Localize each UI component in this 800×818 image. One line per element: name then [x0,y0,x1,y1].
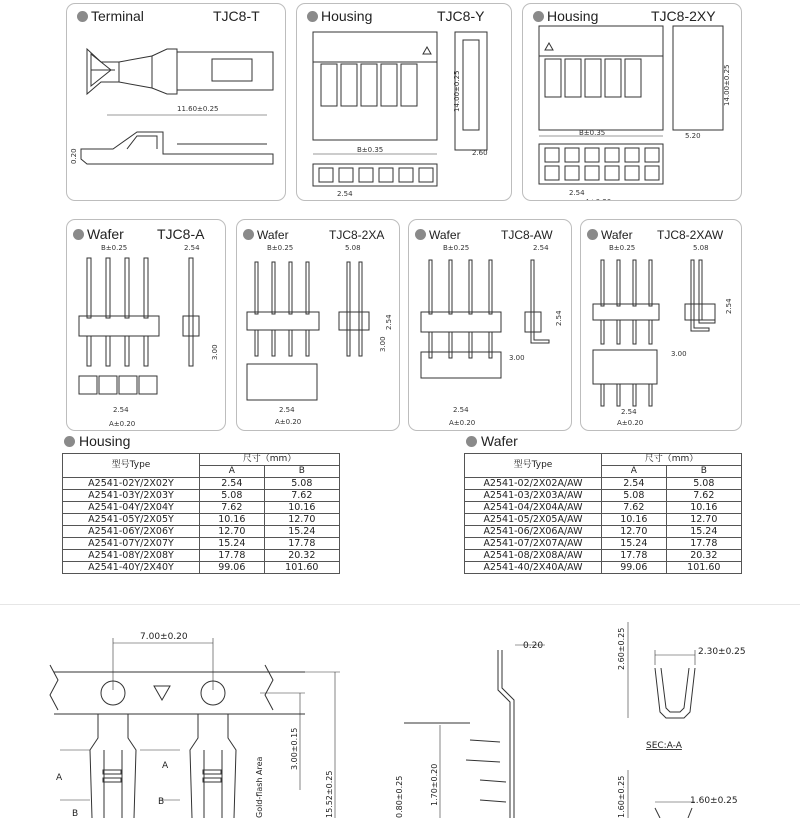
col-b-header: B [264,466,339,478]
height-dim: 3.00±0.15 [290,727,299,770]
height-dim: 14.00±0.25 [723,64,731,106]
terminal-drawing [67,4,285,200]
a-dim: A±0.20 [449,419,476,427]
table-row: A2541-40/2X40A/AW 99.06 101.60 [465,562,742,574]
table-row: A2541-06Y/2X06Y 12.70 15.24 [63,526,340,538]
table-row: A2541-05/2X05A/AW 10.16 12.70 [465,514,742,526]
thick-dim: 0.20 [523,641,544,651]
a-dim: A±0.20 [617,419,644,427]
panel-title: Wafer [243,228,289,242]
panel-code: TJC8-A [157,226,205,242]
table-row: A2541-06/2X06A/AW 12.70 15.24 [465,526,742,538]
total-dim: 15.52±0.25 [325,770,334,818]
pitch-dim: 2.54 [621,408,637,416]
b-dim: B±0.25 [267,244,294,252]
col-a-header: A [602,466,667,478]
panel-code: TJC8-Y [437,8,485,24]
pin-dim: 3.00 [379,336,387,352]
table-row: A2541-40Y/2X40Y 99.06 101.60 [63,562,340,574]
table-row: A2541-08Y/2X08Y 17.78 20.32 [63,550,340,562]
section-a-right: A [162,761,169,771]
height-dim: 2.54 [555,310,563,326]
wafer-a-drawing [67,220,225,430]
col-size-header: 尺寸（mm） [602,454,742,466]
table-row: A2541-04/2X04A/AW 7.62 10.16 [465,502,742,514]
length-dim: 11.60±0.25 [177,105,219,113]
housing-table-title: Housing [64,433,130,449]
pitch-dim: 2.54 [337,190,353,198]
pitch-dim: 2.54 [279,406,295,414]
wafer-aw-panel [408,219,572,431]
side-dim: 2.54 [533,244,549,252]
depth-dim: 2.60 [472,149,488,157]
sec-label: SEC:A-A [646,741,682,751]
a-dim: A±0.20 [585,198,612,206]
panel-title: Terminal [77,8,144,24]
divider [0,604,800,605]
housing-y-panel [296,3,512,207]
pitch-dim: 2.54 [113,406,129,414]
b-dim: B±0.25 [443,244,470,252]
table-row: A2541-07/2X07A/AW 15.24 17.78 [465,538,742,550]
table-row: A2541-07Y/2X07Y 15.24 17.78 [63,538,340,550]
panel-code: TJC8-2XAW [657,228,724,242]
width-dim: 7.00±0.20 [140,632,188,642]
b-dim: B±0.25 [101,244,128,252]
wafer-2xa-panel [236,219,400,431]
table-row: A2541-03Y/2X03Y 5.08 7.62 [63,490,340,502]
wafer-2xaw-panel [580,219,742,431]
housing-2xy-drawing [523,4,741,206]
col-a-header: A [200,466,265,478]
section-a-left: A [56,773,63,783]
sec2-width-dim: 1.60±0.25 [690,796,738,806]
col-type-header: 型号Type [63,454,200,478]
wafer-2xaw-drawing [581,220,741,430]
pin-dim: 3.00 [671,350,687,358]
wafer-spec-table [464,453,742,574]
thick-dim: 0.20 [70,148,78,164]
height-dim: 14.00±0.25 [453,70,461,112]
wafer-table-title: Wafer [466,433,518,449]
bullet-icon [64,436,75,447]
panel-code: TJC8-2XA [329,228,385,242]
bottom-dim: 0.80±0.25 [395,775,404,818]
a-dim: A±0.20 [109,420,136,428]
wafer-2xa-drawing [237,220,399,430]
table-row: A2541-03/2X03A/AW 5.08 7.62 [465,490,742,502]
panel-code: TJC8-2XY [651,8,716,24]
panel-title: Wafer [415,228,461,242]
depth-dim: 5.20 [685,132,701,140]
housing-spec-table [62,453,340,574]
gold-flash-label: Gold-flash Area [255,756,264,818]
b-dim: B±0.35 [579,129,606,137]
col-type-header: 型号Type [465,454,602,478]
terminal-panel [66,3,286,201]
sec-height-dim: 2.60±0.25 [617,627,626,670]
pitch-dim: 2.54 [569,189,585,197]
mid-dim: 1.70±0.20 [430,763,439,806]
sec2-height-dim: 1.60±0.25 [617,775,626,818]
wafer-aw-drawing [409,220,571,430]
side-dim: 5.08 [693,244,709,252]
table-row: A2541-02Y/2X02Y 2.54 5.08 [63,478,340,490]
side-dim: 2.54 [184,244,200,252]
panel-title: Housing [533,8,598,24]
a-dim: A±0.20 [355,199,382,207]
panel-title: Housing [307,8,372,24]
side-dim: 5.08 [345,244,361,252]
height-dim: 2.54 [385,314,393,330]
table-row: A2541-02/2X02A/AW 2.54 5.08 [465,478,742,490]
col-size-header: 尺寸（mm） [200,454,340,466]
section-b-left: B [72,809,79,818]
pin-dim: 3.00 [509,354,525,362]
b-dim: B±0.25 [609,244,636,252]
housing-2xy-panel [522,3,742,206]
wafer-a-panel [66,219,226,431]
panel-code: TJC8-T [213,8,260,24]
pin-dim: 3.00 [211,344,219,360]
bullet-icon [466,436,477,447]
panel-title: Wafer [73,226,124,242]
section-b-right: B [158,797,165,807]
table-row: A2541-08/2X08A/AW 17.78 20.32 [465,550,742,562]
a-dim: A±0.20 [275,418,302,426]
height-dim: 2.54 [725,298,733,314]
table-row: A2541-05Y/2X05Y 10.16 12.70 [63,514,340,526]
housing-y-drawing [297,4,511,207]
b-dim: B±0.35 [357,146,384,154]
panel-code: TJC8-AW [501,228,553,242]
sec-width-dim: 2.30±0.25 [698,647,746,657]
col-b-header: B [666,466,741,478]
table-row: A2541-04Y/2X04Y 7.62 10.16 [63,502,340,514]
panel-title: Wafer [587,228,633,242]
pitch-dim: 2.54 [453,406,469,414]
